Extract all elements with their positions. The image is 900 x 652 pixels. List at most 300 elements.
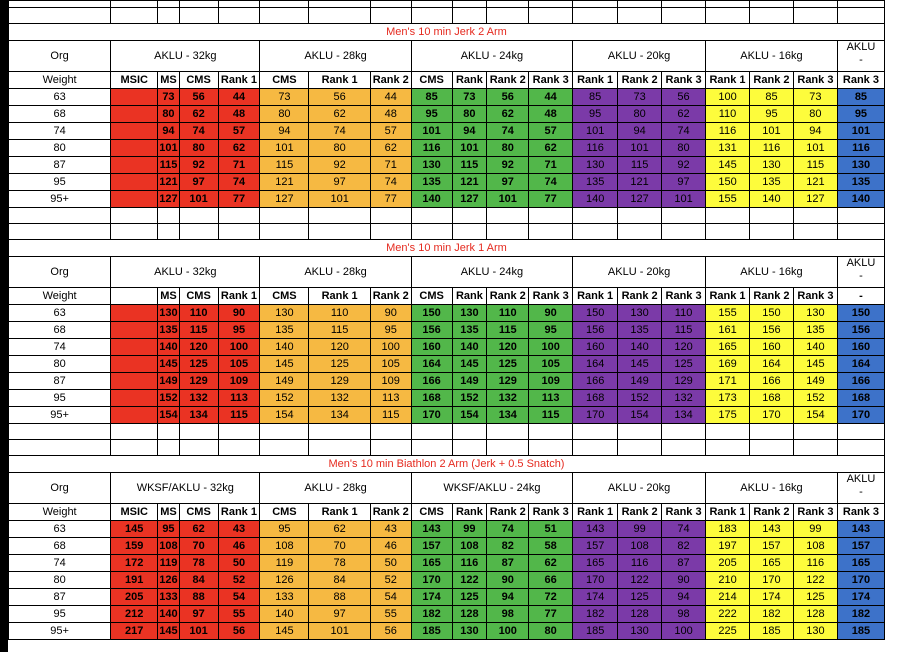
standard-value-cell: 78: [309, 555, 370, 572]
standard-value-cell: 97: [309, 174, 370, 191]
rank-header: Rank 1: [218, 504, 260, 521]
empty-cell: [618, 1, 662, 8]
standard-value-cell: 100: [529, 339, 573, 356]
weight-class-cell: 74: [9, 339, 111, 356]
standard-value-cell: 132: [662, 390, 706, 407]
standard-value-cell: 145: [158, 623, 179, 640]
standard-value-cell: 160: [837, 339, 884, 356]
rank-header: Rank 1: [573, 288, 618, 305]
standard-value-cell: 119: [158, 555, 179, 572]
empty-cell: [179, 424, 218, 440]
standard-value-cell: 66: [529, 572, 573, 589]
standard-value-cell: 150: [706, 174, 750, 191]
empty-cell: [179, 1, 218, 8]
empty-cell: [111, 1, 158, 8]
weight-header: Weight: [9, 504, 111, 521]
standard-value-cell: [111, 123, 158, 140]
rank-header: CMS: [260, 72, 309, 89]
rank-header: MSIC: [111, 504, 158, 521]
standard-value-cell: 217: [111, 623, 158, 640]
standard-value-cell: 149: [618, 373, 662, 390]
standard-value-cell: 80: [452, 106, 487, 123]
empty-cell: [9, 440, 111, 456]
standard-value-cell: 99: [793, 521, 837, 538]
standard-value-cell: 108: [793, 538, 837, 555]
weight-class-cell: 68: [9, 322, 111, 339]
empty-cell: [452, 208, 487, 224]
standard-value-cell: 170: [749, 572, 793, 589]
standard-value-cell: 130: [749, 157, 793, 174]
standard-value-cell: 74: [662, 521, 706, 538]
standard-value-cell: 43: [218, 521, 260, 538]
standard-value-cell: 135: [618, 322, 662, 339]
rank-header: CMS: [179, 72, 218, 89]
standard-value-cell: 126: [260, 572, 309, 589]
standard-value-cell: 105: [529, 356, 573, 373]
standard-value-cell: 135: [411, 174, 452, 191]
standard-value-cell: 92: [179, 157, 218, 174]
empty-cell: [111, 8, 158, 24]
group-header: AKLU - 28kg: [260, 473, 411, 504]
rank-header: Rank 1: [309, 288, 370, 305]
rank-header: Rank 2: [487, 504, 529, 521]
table-row: [9, 390, 885, 407]
standard-value-cell: 109: [218, 373, 260, 390]
standard-value-cell: 95: [158, 521, 179, 538]
empty-cell: [158, 224, 179, 240]
rank-header: Rank 1: [309, 504, 370, 521]
standard-value-cell: 135: [573, 174, 618, 191]
standard-value-cell: 174: [749, 589, 793, 606]
standard-value-cell: 157: [411, 538, 452, 555]
empty-cell: [411, 440, 452, 456]
standard-value-cell: 62: [309, 521, 370, 538]
standard-value-cell: 80: [793, 106, 837, 123]
standard-value-cell: 126: [158, 572, 179, 589]
standard-value-cell: 62: [218, 140, 260, 157]
empty-cell: [411, 1, 452, 8]
standard-value-cell: 62: [309, 106, 370, 123]
empty-cell: [111, 224, 158, 240]
standard-value-cell: 100: [370, 339, 411, 356]
standard-value-cell: 156: [411, 322, 452, 339]
standard-value-cell: 115: [618, 157, 662, 174]
org-row: [9, 473, 885, 504]
standard-value-cell: 122: [793, 572, 837, 589]
group-header: AKLU - 16kg: [706, 473, 838, 504]
empty-cell: [111, 424, 158, 440]
rank-header: Rank 2: [618, 288, 662, 305]
org-row: [9, 257, 885, 288]
standard-value-cell: 170: [749, 407, 793, 424]
rank-header: Rank 3: [837, 504, 884, 521]
standard-value-cell: 70: [309, 538, 370, 555]
standard-value-cell: 160: [749, 339, 793, 356]
table-row: [9, 356, 885, 373]
standard-value-cell: 152: [618, 390, 662, 407]
rank-header: Rank 3: [793, 288, 837, 305]
standard-value-cell: 105: [370, 356, 411, 373]
standard-value-cell: 152: [793, 390, 837, 407]
standard-value-cell: 120: [662, 339, 706, 356]
standard-value-cell: 52: [370, 572, 411, 589]
empty-cell: [618, 440, 662, 456]
standard-value-cell: [111, 191, 158, 208]
standard-value-cell: 154: [793, 407, 837, 424]
standard-value-cell: 74: [487, 123, 529, 140]
standard-value-cell: 128: [452, 606, 487, 623]
group-header: AKLU - 24kg: [411, 257, 572, 288]
standard-value-cell: 161: [706, 322, 750, 339]
empty-cell: [9, 8, 111, 24]
empty-cell: [662, 1, 706, 8]
table-row: [9, 89, 885, 106]
group-header: AKLU - 20kg: [573, 473, 706, 504]
empty-cell: [111, 440, 158, 456]
standard-value-cell: 85: [411, 89, 452, 106]
empty-cell: [618, 8, 662, 24]
standard-value-cell: 97: [179, 606, 218, 623]
weight-class-cell: 74: [9, 123, 111, 140]
standard-value-cell: [111, 373, 158, 390]
standard-value-cell: 166: [837, 373, 884, 390]
standard-value-cell: 140: [260, 606, 309, 623]
weight-class-cell: 74: [9, 555, 111, 572]
standard-value-cell: 73: [452, 89, 487, 106]
standard-value-cell: 135: [260, 322, 309, 339]
standard-value-cell: 143: [573, 521, 618, 538]
rank-header: Rank 1: [218, 288, 260, 305]
standard-value-cell: 116: [411, 140, 452, 157]
standard-value-cell: 44: [529, 89, 573, 106]
standard-value-cell: [111, 390, 158, 407]
rank-header: Rank 1: [309, 72, 370, 89]
standard-value-cell: 98: [487, 606, 529, 623]
standard-value-cell: 130: [793, 623, 837, 640]
weight-class-cell: 95: [9, 606, 111, 623]
standard-value-cell: 130: [452, 305, 487, 322]
standard-value-cell: 84: [309, 572, 370, 589]
standard-value-cell: [111, 407, 158, 424]
standard-value-cell: 77: [370, 191, 411, 208]
standard-value-cell: 143: [411, 521, 452, 538]
empty-cell: [260, 8, 309, 24]
standard-value-cell: 149: [158, 373, 179, 390]
rank-header: -: [837, 288, 884, 305]
standard-value-cell: 145: [158, 356, 179, 373]
empty-cell: [452, 440, 487, 456]
standard-value-cell: 100: [706, 89, 750, 106]
standard-value-cell: 145: [452, 356, 487, 373]
empty-cell: [706, 8, 750, 24]
table-row: [9, 339, 885, 356]
rank-header: CMS: [260, 504, 309, 521]
rank-header: CMS: [411, 72, 452, 89]
empty-cell: [793, 1, 837, 8]
rank-header: Rank 2: [749, 504, 793, 521]
standard-value-cell: 125: [618, 589, 662, 606]
empty-cell: [260, 440, 309, 456]
empty-cell: [749, 224, 793, 240]
empty-cell: [837, 1, 884, 8]
standard-value-cell: 159: [111, 538, 158, 555]
standard-value-cell: 109: [529, 373, 573, 390]
standard-value-cell: 222: [706, 606, 750, 623]
standard-value-cell: 212: [111, 606, 158, 623]
empty-cell: [618, 424, 662, 440]
standard-value-cell: 166: [411, 373, 452, 390]
rank-header: Rank 2: [487, 72, 529, 89]
empty-cell: [260, 208, 309, 224]
empty-cell: [487, 440, 529, 456]
table-row: [9, 123, 885, 140]
standard-value-cell: 95: [573, 106, 618, 123]
standard-value-cell: 170: [573, 572, 618, 589]
standard-value-cell: 164: [837, 356, 884, 373]
empty-cell: [573, 224, 618, 240]
standard-value-cell: 101: [411, 123, 452, 140]
empty-cell: [487, 224, 529, 240]
standard-value-cell: 72: [529, 589, 573, 606]
standard-value-cell: 170: [411, 572, 452, 589]
rank-header: Rank 2: [618, 504, 662, 521]
standard-value-cell: 127: [793, 191, 837, 208]
standard-value-cell: 140: [452, 339, 487, 356]
rank-header: Rank 3: [529, 504, 573, 521]
standard-value-cell: 191: [111, 572, 158, 589]
empty-cell: [573, 8, 618, 24]
standard-value-cell: 62: [529, 555, 573, 572]
left-border-bar: [0, 0, 8, 652]
standard-value-cell: 125: [309, 356, 370, 373]
standard-value-cell: 115: [179, 322, 218, 339]
standard-value-cell: 74: [370, 174, 411, 191]
standard-value-cell: 116: [573, 140, 618, 157]
standard-value-cell: 80: [529, 623, 573, 640]
standard-value-cell: 154: [452, 407, 487, 424]
standard-value-cell: 157: [837, 538, 884, 555]
group-header: AKLU - 32kg: [111, 41, 260, 72]
standard-value-cell: 164: [749, 356, 793, 373]
empty-cell: [793, 440, 837, 456]
standard-value-cell: 119: [260, 555, 309, 572]
standard-value-cell: 88: [309, 589, 370, 606]
standard-value-cell: 185: [837, 623, 884, 640]
standard-value-cell: 130: [793, 305, 837, 322]
standard-value-cell: 105: [218, 356, 260, 373]
standard-value-cell: 50: [218, 555, 260, 572]
standard-value-cell: 74: [662, 123, 706, 140]
standard-value-cell: 127: [260, 191, 309, 208]
standard-value-cell: 77: [529, 606, 573, 623]
empty-cell: [260, 424, 309, 440]
standard-value-cell: 140: [618, 339, 662, 356]
empty-cell: [452, 1, 487, 8]
rank-header: Rank 1: [218, 72, 260, 89]
standard-value-cell: 120: [309, 339, 370, 356]
empty-cell: [793, 208, 837, 224]
standard-value-cell: 95: [529, 322, 573, 339]
standard-value-cell: 168: [411, 390, 452, 407]
standard-value-cell: 90: [487, 572, 529, 589]
standard-value-cell: 149: [260, 373, 309, 390]
standard-value-cell: 73: [158, 89, 179, 106]
empty-cell: [487, 424, 529, 440]
standard-value-cell: 90: [218, 305, 260, 322]
standard-value-cell: 165: [706, 339, 750, 356]
empty-cell: [837, 8, 884, 24]
rank-header: CMS: [179, 504, 218, 521]
standard-value-cell: 135: [452, 322, 487, 339]
standard-value-cell: 127: [158, 191, 179, 208]
section-title-row: [9, 456, 885, 473]
standard-value-cell: 77: [218, 191, 260, 208]
standard-value-cell: [111, 356, 158, 373]
standard-value-cell: 94: [793, 123, 837, 140]
standard-value-cell: 101: [793, 140, 837, 157]
standard-value-cell: 56: [487, 89, 529, 106]
standard-value-cell: 44: [370, 89, 411, 106]
empty-cell: [309, 1, 370, 8]
standard-value-cell: 97: [309, 606, 370, 623]
table-row: [9, 555, 885, 572]
group-header: AKLU -: [837, 41, 884, 72]
standard-value-cell: 154: [158, 407, 179, 424]
standard-value-cell: 128: [618, 606, 662, 623]
standard-value-cell: 129: [309, 373, 370, 390]
empty-cell: [370, 440, 411, 456]
standard-value-cell: 182: [573, 606, 618, 623]
standard-value-cell: 185: [411, 623, 452, 640]
weight-class-cell: 63: [9, 305, 111, 322]
standard-value-cell: 85: [749, 89, 793, 106]
weight-class-cell: 95+: [9, 623, 111, 640]
empty-cell: [837, 440, 884, 456]
standard-value-cell: [111, 305, 158, 322]
standard-value-cell: 150: [837, 305, 884, 322]
blank-row: [9, 8, 885, 24]
standard-value-cell: 140: [573, 191, 618, 208]
rank-header: MS: [158, 288, 179, 305]
standard-value-cell: 210: [706, 572, 750, 589]
standard-value-cell: 125: [793, 589, 837, 606]
standard-value-cell: 132: [179, 390, 218, 407]
standard-value-cell: 100: [662, 623, 706, 640]
empty-cell: [793, 224, 837, 240]
empty-cell: [452, 224, 487, 240]
weight-class-cell: 87: [9, 373, 111, 390]
rank-header: Rank: [452, 504, 487, 521]
standard-value-cell: 145: [793, 356, 837, 373]
empty-cell: [111, 208, 158, 224]
standard-value-cell: 205: [111, 589, 158, 606]
standard-value-cell: 57: [529, 123, 573, 140]
standard-value-cell: 58: [529, 538, 573, 555]
empty-cell: [370, 1, 411, 8]
empty-cell: [218, 224, 260, 240]
table-row: [9, 589, 885, 606]
standard-value-cell: 135: [749, 174, 793, 191]
empty-cell: [529, 8, 573, 24]
standard-value-cell: 134: [179, 407, 218, 424]
standard-value-cell: 174: [837, 589, 884, 606]
empty-cell: [309, 8, 370, 24]
standard-value-cell: 108: [452, 538, 487, 555]
standard-value-cell: 135: [158, 322, 179, 339]
standard-value-cell: 155: [706, 305, 750, 322]
standard-value-cell: 101: [749, 123, 793, 140]
standard-value-cell: 149: [793, 373, 837, 390]
standard-value-cell: 113: [218, 390, 260, 407]
standard-value-cell: 95: [260, 521, 309, 538]
standard-value-cell: 152: [260, 390, 309, 407]
rank-header: MSIC: [111, 72, 158, 89]
standard-value-cell: 131: [706, 140, 750, 157]
standard-value-cell: 94: [452, 123, 487, 140]
standard-value-cell: 97: [487, 174, 529, 191]
empty-cell: [529, 224, 573, 240]
standard-value-cell: 120: [487, 339, 529, 356]
rank-header: Rank 2: [370, 504, 411, 521]
standard-value-cell: 150: [573, 305, 618, 322]
rank-header: CMS: [260, 288, 309, 305]
standard-value-cell: 74: [218, 174, 260, 191]
empty-cell: [573, 440, 618, 456]
standard-value-cell: 115: [370, 407, 411, 424]
standard-value-cell: [111, 157, 158, 174]
standard-value-cell: 145: [706, 157, 750, 174]
empty-cell: [529, 208, 573, 224]
standard-value-cell: 80: [309, 140, 370, 157]
standard-value-cell: 173: [706, 390, 750, 407]
blank-row: [9, 224, 885, 240]
standard-value-cell: 168: [837, 390, 884, 407]
weight-class-cell: 80: [9, 356, 111, 373]
group-header: AKLU - 24kg: [411, 41, 572, 72]
rank-header: Rank 3: [662, 288, 706, 305]
blank-row: [9, 424, 885, 440]
standard-value-cell: 110: [706, 106, 750, 123]
standard-value-cell: 90: [529, 305, 573, 322]
standard-value-cell: 55: [218, 606, 260, 623]
standard-value-cell: 80: [260, 106, 309, 123]
standard-value-cell: 205: [706, 555, 750, 572]
standard-value-cell: 182: [837, 606, 884, 623]
empty-cell: [370, 8, 411, 24]
standard-value-cell: 74: [487, 521, 529, 538]
empty-cell: [529, 440, 573, 456]
standard-value-cell: 62: [179, 106, 218, 123]
standard-value-cell: 101: [837, 123, 884, 140]
table-row: [9, 174, 885, 191]
standard-value-cell: 101: [158, 140, 179, 157]
table-row: [9, 623, 885, 640]
rank-header: CMS: [411, 288, 452, 305]
standard-value-cell: 62: [179, 521, 218, 538]
standard-value-cell: 122: [618, 572, 662, 589]
standard-value-cell: 109: [370, 373, 411, 390]
standard-value-cell: 115: [529, 407, 573, 424]
standard-value-cell: 94: [487, 589, 529, 606]
standard-value-cell: 101: [573, 123, 618, 140]
rank-header: Rank 3: [529, 72, 573, 89]
group-header: WKSF/AKLU - 32kg: [111, 473, 260, 504]
standard-value-cell: 145: [260, 623, 309, 640]
weight-header: Weight: [9, 72, 111, 89]
standard-value-cell: 94: [158, 123, 179, 140]
standard-value-cell: 125: [452, 589, 487, 606]
empty-cell: [9, 224, 111, 240]
